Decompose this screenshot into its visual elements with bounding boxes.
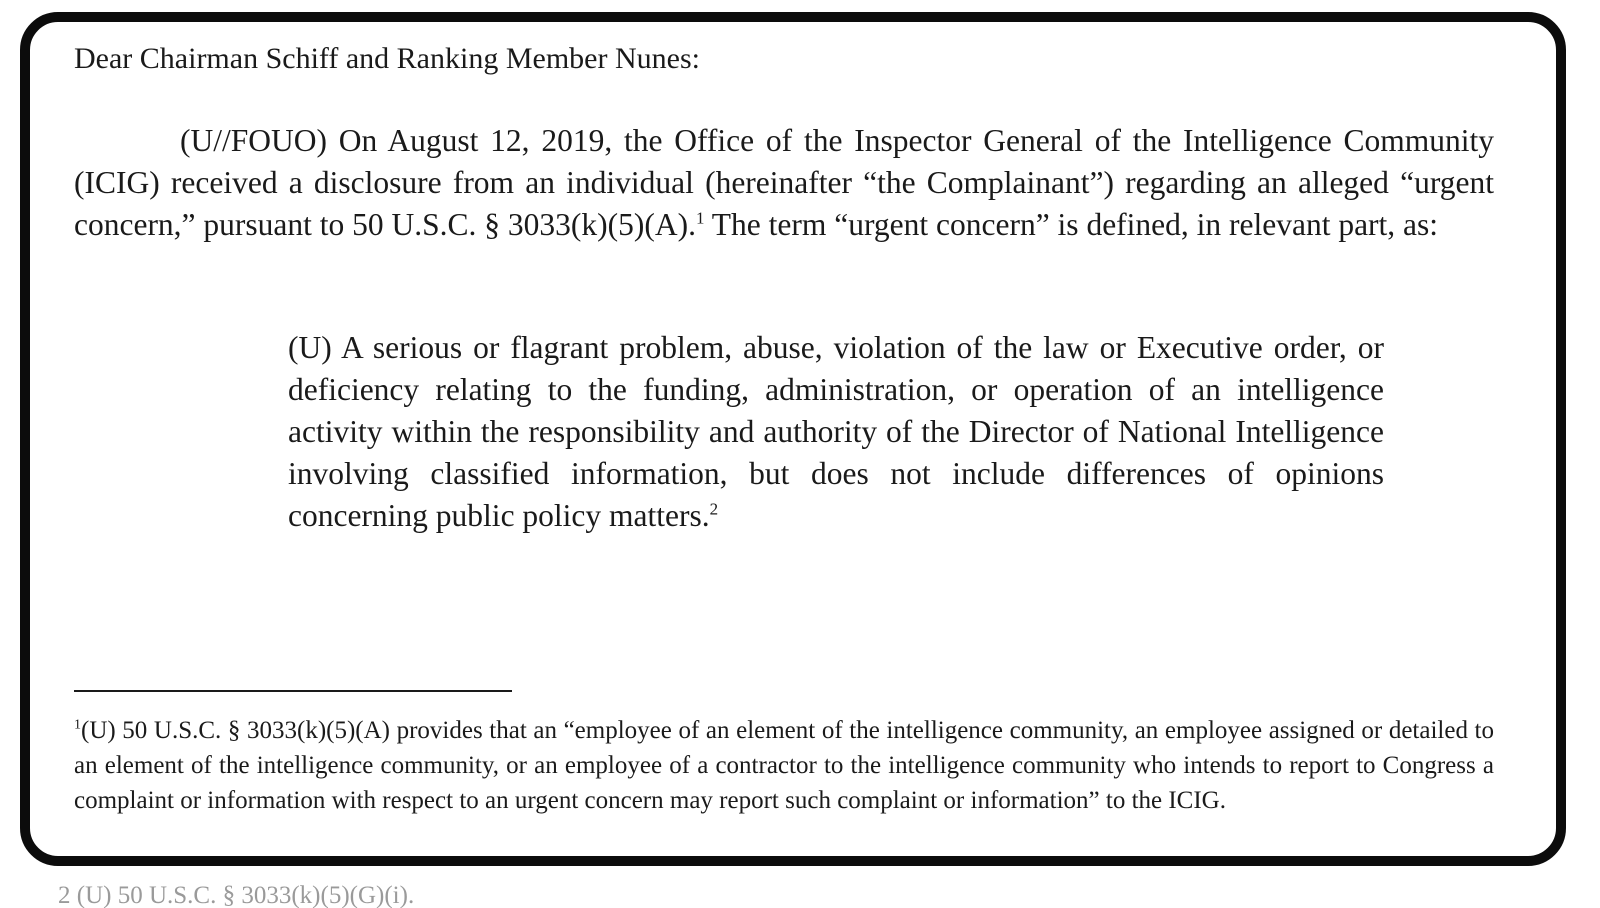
footnote-reference-2: 2 [709, 499, 719, 519]
footnote-divider [74, 690, 512, 692]
footnote-1 [74, 713, 1494, 818]
footnote-text: (U) 50 U.S.C. § 3033(k)(5)(A) provides that an “employee of an element of the intelligence community, an employee assigned or detailed to an element of the intelligence community, or an employee of a contractor to the intelligence community who intends to report to Congress a complaint or information with respect to an urgent concern may report such complaint or information” to the ICIG. [74, 717, 1494, 814]
salutation: Dear Chairman Schiff and Ranking Member Nunes: [74, 42, 700, 75]
footnote-number: 1 [74, 717, 81, 733]
block-quote-text: (U) A serious or flagrant problem, abuse, violation of the law or Executive order, or deficiency relating to the funding, administration, or operation of an intelligence activity within the responsibility and authority of the Director of National Intelligence involving classified information, but does not include differences of opinions concerning public policy matters. [288, 330, 1384, 533]
body-paragraph [74, 120, 1494, 246]
paragraph-text-continued: The term “urgent concern” is defined, in relevant part, as: [704, 207, 1439, 242]
footnote-reference-1: 1 [696, 208, 705, 228]
block-quote [288, 327, 1384, 537]
paragraph-text: (U//FOUO) On August 12, 2019, the Office of the Inspector General of the Intelligence Community (ICIG) received a disclosure from an individual (hereinafter “the Complainant”) regarding an alleged “urgent concern,” pursuant to 50 U.S.C. § 3033(k)(5)(A). [74, 123, 1494, 242]
document-frame [20, 12, 1566, 866]
clipped-footnote-2: 2 (U) 50 U.S.C. § 3033(k)(5)(G)(i). [58, 882, 415, 908]
